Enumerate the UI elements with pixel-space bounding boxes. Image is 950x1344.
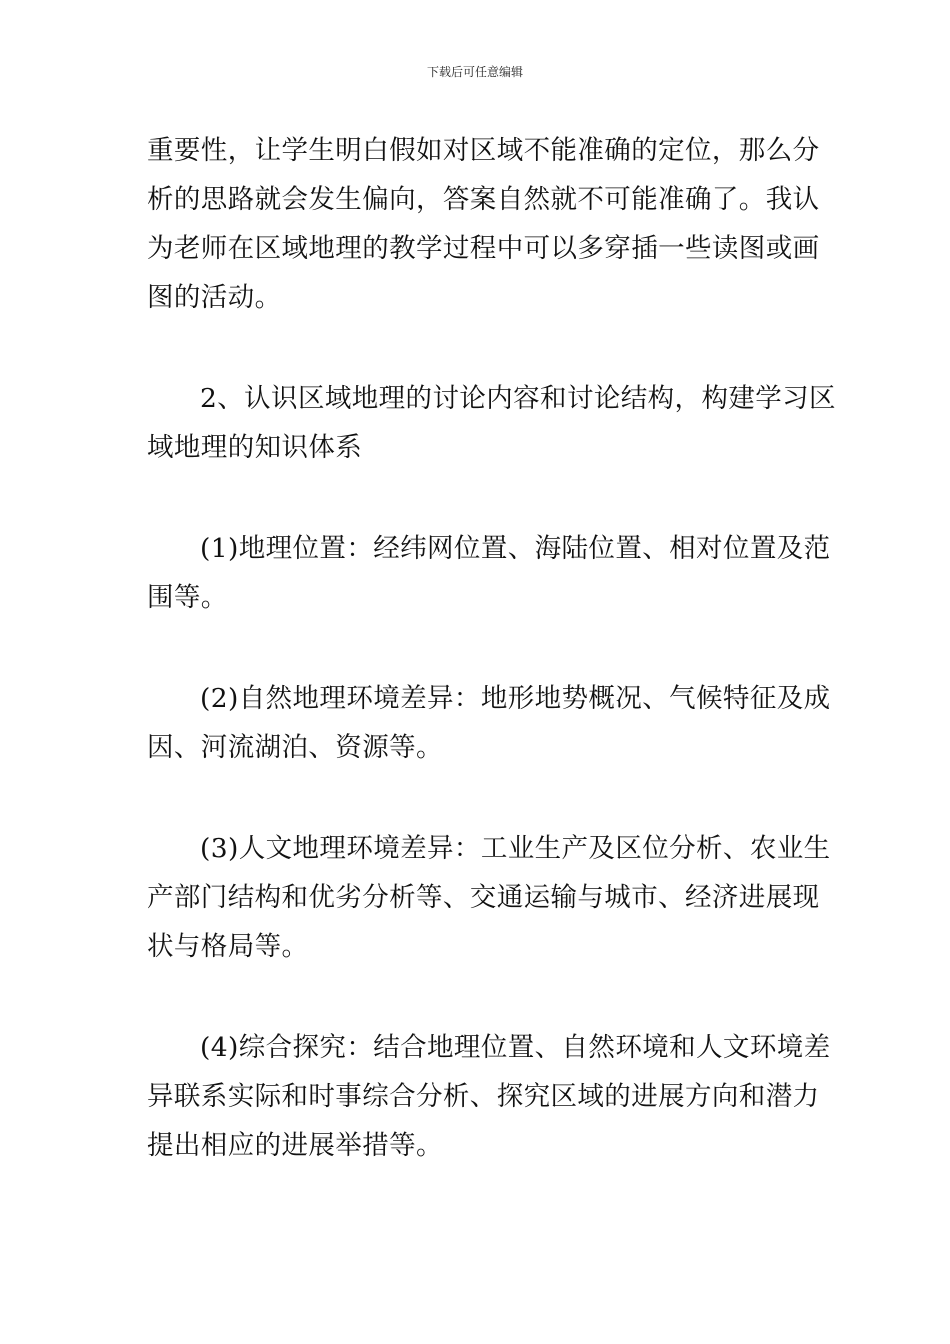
paragraph-3: [147, 524, 831, 622]
text-line: (4)综合探究：结合地理位置、自然环境和人文环境差: [200, 1032, 831, 1063]
text-line: 提出相应的进展举措等。: [147, 1130, 443, 1161]
text-line: 围等。: [147, 582, 228, 613]
text-line: 域地理的知识体系: [147, 432, 363, 463]
text-line: 2、认识区域地理的讨论内容和讨论结构，构建学习区: [200, 383, 836, 414]
text-line: 因、河流湖泊、资源等。: [147, 732, 443, 763]
text-line: 为老师在区域地理的教学过程中可以多穿插一些读图或画: [147, 233, 820, 264]
paragraph-1: [147, 126, 820, 322]
text-line: 异联系实际和时事综合分析、探究区域的进展方向和潜力: [147, 1081, 820, 1112]
text-line: 图的活动。: [147, 282, 282, 313]
text-line: 析的思路就会发生偏向，答案自然就不可能准确了。我认: [147, 184, 820, 215]
text-line: (1)地理位置：经纬网位置、海陆位置、相对位置及范: [200, 533, 831, 564]
text-line: 产部门结构和优劣分析等、交通运输与城市、经济进展现: [147, 882, 820, 913]
paragraph-5: [147, 824, 831, 971]
text-line: (3)人文地理环境差异：工业生产及区位分析、农业生: [200, 833, 831, 864]
paragraph-4: [147, 674, 831, 772]
paragraph-2: [147, 374, 836, 472]
text-line: (2)自然地理环境差异：地形地势概况、气候特征及成: [200, 683, 831, 714]
page-header: 下载后可任意编辑: [426, 65, 523, 79]
document-body: [147, 126, 836, 1170]
text-line: 状与格局等。: [147, 931, 309, 962]
text-line: 重要性，让学生明白假如对区域不能准确的定位，那么分: [147, 135, 820, 166]
paragraph-6: [147, 1023, 831, 1170]
